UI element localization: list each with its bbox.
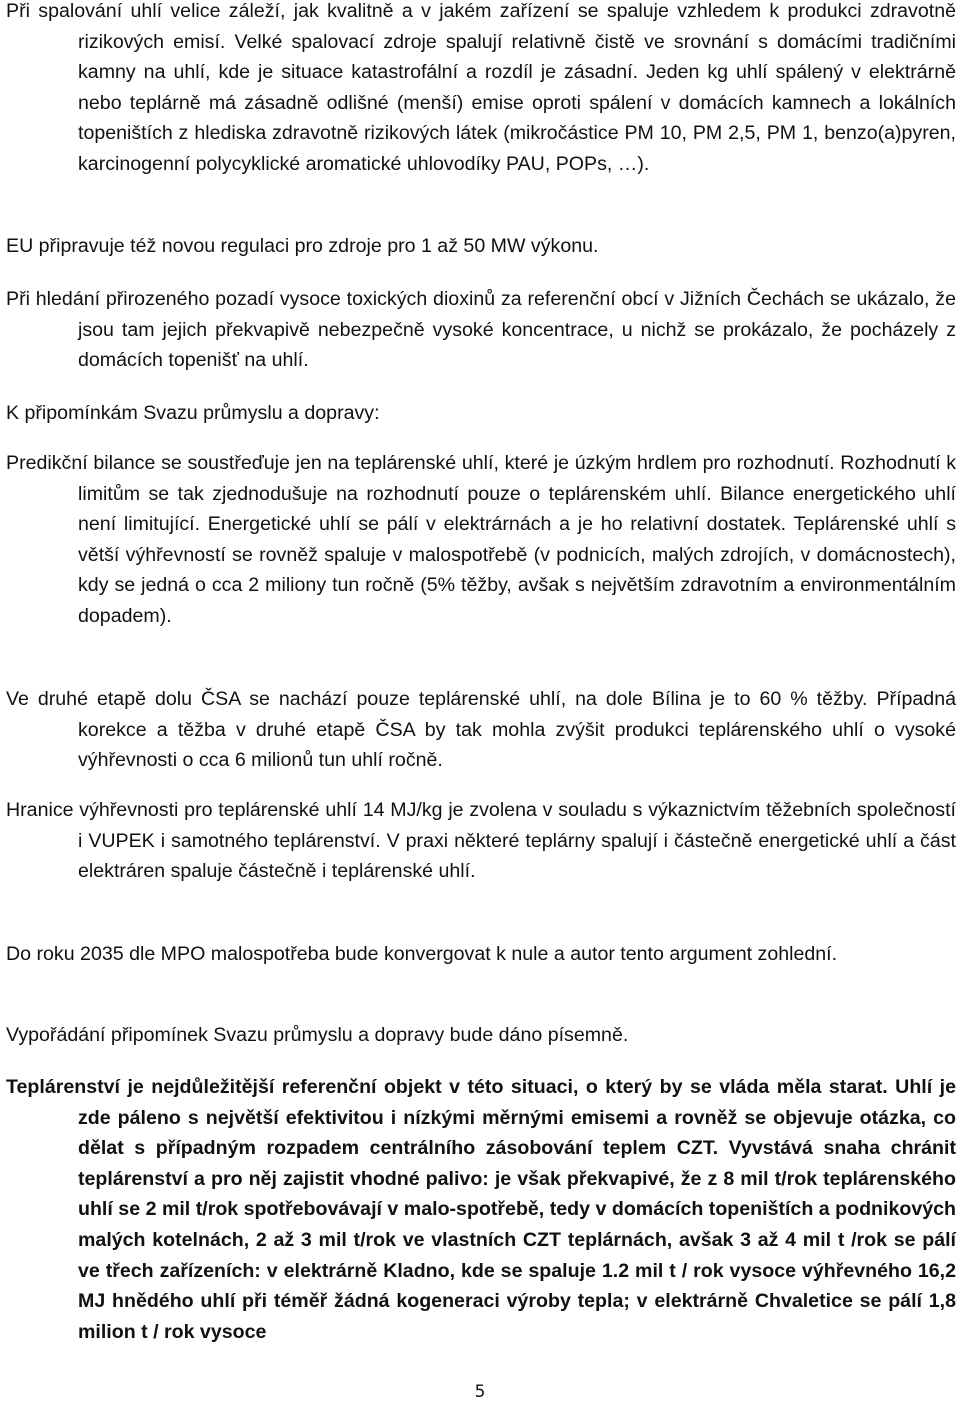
paragraph-heating-industry-bold: Teplárenství je nejdůležitější referenční objekt v této situaci, o který by se vláda měla starat. Uhlí je zde páleno s největší efektivitou i nízkými měrnými emisemi a rovněž se objevuje otázka, co dělat s případným rozpadem centrálního zásobování teplem CZT. Vyvstává snaha chránit teplárenství a pro něj zajistit vhodné palivo: je však překvapivé, že z 8 mil t/rok teplárenského uhlí se 2 mil t/rok spotřebovávají v malo-spotřebě, tedy v domácích topeništích a podnikových malých kotelnách, 2 až 3 mil t/rok ve vlastních CZT teplárnách, avšak 3 až 4 mil t /rok se pálí ve třech zařízeních: v elektrárně Kladno, kde se spaluje 1.2 mil t / rok vysoce výhřevného 16,2 MJ hnědého uhlí při téměř žádná kogeneraci výroby tepla; v elektrárně Chvaletice se pálí 1,8 milion t / rok vysoce — [6, 1076, 956, 1343]
paragraph-csa-mine-second-stage: Ve druhé etapě dolu ČSA se nachází pouze teplárenské uhlí, na dole Bílina je to 60 % těžby. Případná korekce a těžba v druhé etapě ČSA by tak mohla zvýšit produkci teplárenského uhlí o vysoké výhřevnosti o cca 6 milionů tun uhlí ročně. — [6, 688, 956, 772]
paragraph-comments-heading: K připomínkám Svazu průmyslu a dopravy: — [6, 402, 380, 424]
page-number: 5 — [474, 1382, 486, 1402]
paragraph-dioxins-south-bohemia: Při hledání přirozeného pozadí vysoce toxických dioxinů za referenční obcí v Jižních Čechách se ukázalo, že jsou tam jejich překvapivě nebezpečně vysoké koncentrace, u nichž se prokázalo, že pocházely z domácích topenišť na uhlí. — [6, 288, 956, 372]
paragraph-predictive-balance: Predikční bilance se soustřeďuje jen na teplárenské uhlí, které je úzkým hrdlem pro rozhodnutí. Rozhodnutí k limitům se tak zjednodušuje na rozhodnutí pouze o teplárenském uhlí. Bilance energetického uhlí není limitující. Energetické uhlí se pálí v elektrárnách a je ho relativní dostatek. Teplárenské uhlí s větší výhřevností se rovněž spaluje v malospotřebě (v podnicích, malých zdrojích, v domácnostech), kdy se jedná o cca 2 miliony tun ročně (5% těžby, avšak s největším zdravotním a environmentálním dopadem). — [6, 452, 956, 627]
paragraph-coal-combustion-emissions: Při spalování uhlí velice záleží, jak kvalitně a v jakém zařízení se spaluje vzhledem k produkci zdravotně rizikových emisí. Velké spalovací zdroje spalují relativně čistě ve srovnání s domácími tradičními kamny na uhlí, kde je situace katastrofální a rozdíl je zásadní. Jeden kg uhlí spálený v elektrárně nebo teplárně má zásadně odlišné (menší) emise oproti spálení v domácích kamnech a lokálních topeništích z hlediska zdravotně rizikových látek (mikročástice PM 10, PM 2,5, PM 1, benzo(a)pyren, karcinogenní polycyklické aromatické uhlovodíky PAU, POPs, …). — [6, 0, 956, 175]
paragraph-calorific-value-threshold: Hranice výhřevnosti pro teplárenské uhlí 14 MJ/kg je zvolena v souladu s výkaznictvím těžebních společností i VUPEK i samotného teplárenství. V praxi některé teplárny spalují i částečně energetické uhlí a část elektráren spaluje částečně i teplárenské uhlí. — [6, 799, 956, 883]
paragraph-settlement-of-comments: Vypořádání připomínek Svazu průmyslu a dopravy bude dáno písemně. — [6, 1024, 629, 1046]
paragraph-eu-regulation: EU připravuje též novou regulaci pro zdroje pro 1 až 50 MW výkonu. — [6, 235, 599, 257]
paragraph-mpo-small-consumption: Do roku 2035 dle MPO malospotřeba bude konvergovat k nule a autor tento argument zohlední. — [6, 943, 838, 965]
